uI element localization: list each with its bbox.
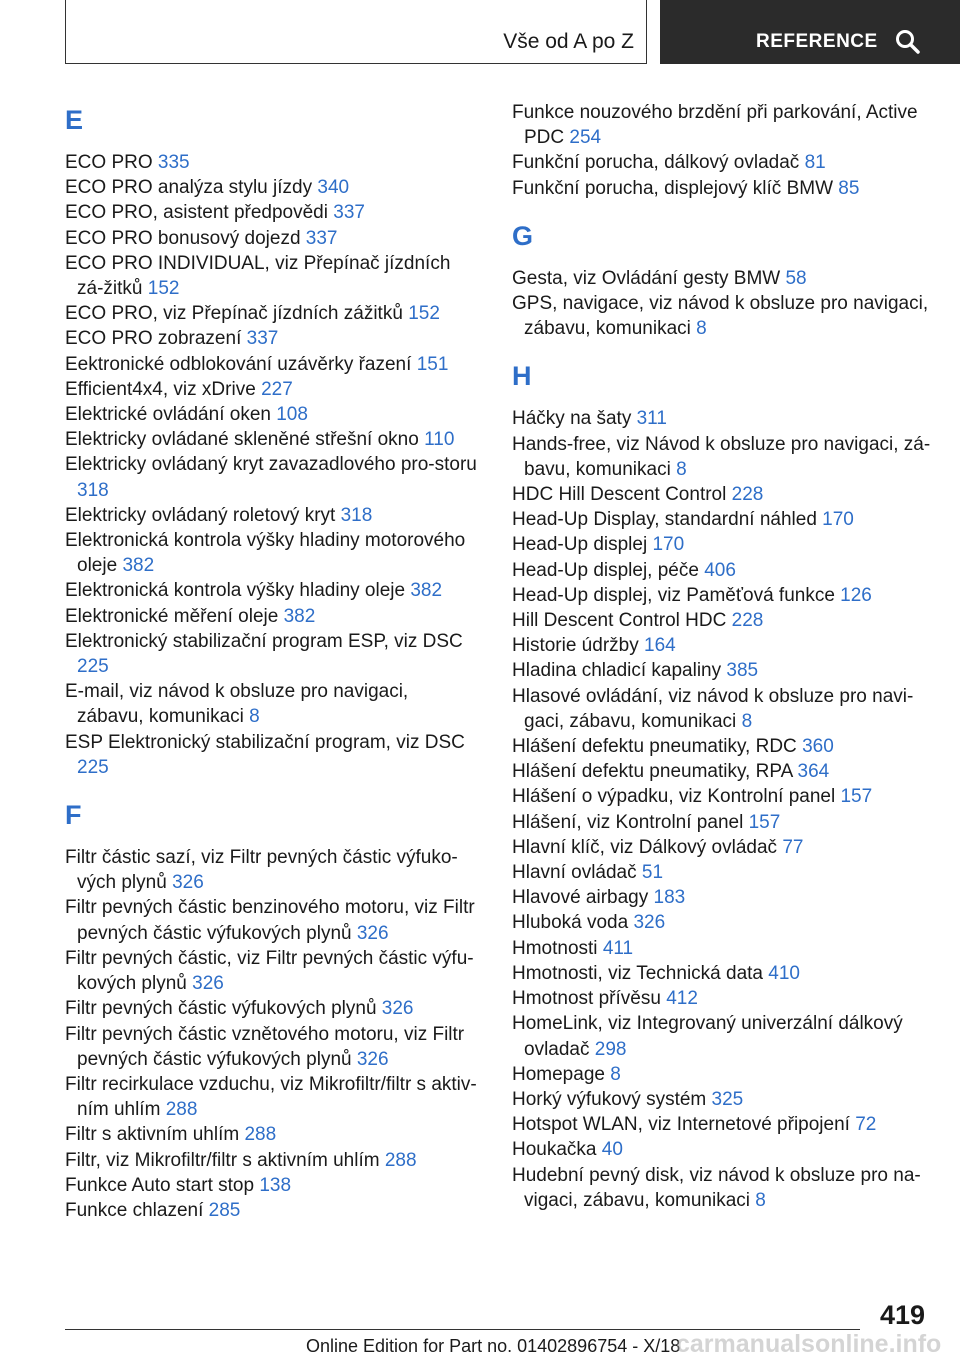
index-entry-page-link[interactable]: 326	[356, 922, 389, 944]
index-entry-page-link[interactable]: 337	[305, 227, 338, 249]
index-entry	[512, 784, 932, 809]
index-entry-page-link[interactable]: 325	[711, 1088, 744, 1110]
index-entry	[65, 1072, 477, 1122]
index-entry-page-link[interactable]: 326	[172, 872, 204, 894]
index-entry	[512, 885, 932, 910]
index-entry	[65, 730, 477, 780]
index-entry-page-link[interactable]: 228	[731, 484, 764, 506]
index-entry-page-link[interactable]: 288	[165, 1099, 198, 1121]
index-entry-page-link[interactable]: 410	[768, 962, 800, 984]
index-entry	[512, 406, 932, 431]
index-entry	[512, 532, 932, 557]
index-entry-text: Elektronická kontrola výšky hladiny oleje	[65, 580, 406, 602]
index-entry-text: Elektrické ovládání oken	[65, 404, 271, 426]
index-entry	[512, 482, 932, 507]
index-entry-page-link[interactable]: 337	[333, 202, 365, 224]
index-entry-page-link[interactable]: 8	[696, 318, 707, 340]
index-entry-page-link[interactable]: 77	[782, 836, 804, 858]
index-entry-page-link[interactable]: 170	[822, 509, 854, 531]
index-entry	[65, 377, 477, 402]
index-entry-text: ESP Elektronický stabilizační program, viz DSC	[65, 731, 465, 753]
index-entry-page-link[interactable]: 157	[840, 786, 873, 808]
index-entry-text: Head-Up Display, standardní náhled	[512, 509, 817, 531]
index-entry	[65, 226, 477, 251]
index-entry	[512, 1163, 932, 1213]
index-entry-page-link[interactable]: 225	[77, 656, 109, 678]
index-entry-text: Filtr pevných částic, viz Filtr pevných částic výfu‐kových plynů	[65, 947, 474, 995]
index-entry	[512, 759, 932, 784]
index-entry-page-link[interactable]: 337	[246, 328, 279, 350]
index-entry	[65, 200, 477, 225]
index-entry-page-link[interactable]: 8	[755, 1189, 766, 1211]
header-section-title: Vše od A po Z	[503, 30, 634, 53]
index-entry	[65, 452, 477, 502]
index-entry	[512, 986, 932, 1011]
header-reference-label: REFERENCE	[756, 31, 878, 52]
index-entry-text: Hlavové airbagy	[512, 887, 649, 909]
index-entry	[65, 996, 477, 1021]
index-entry-page-link[interactable]: 170	[652, 534, 685, 556]
index-entry	[512, 150, 932, 175]
index-entry-page-link[interactable]: 40	[601, 1139, 623, 1161]
index-entry-text: Hlášení, viz Kontrolní panel	[512, 811, 744, 833]
index-entry-text: Hlášení defektu pneumatiky, RPA	[512, 761, 793, 783]
index-entry	[512, 1112, 932, 1137]
index-entry	[512, 860, 932, 885]
index-entry-text: Filtr pevných částic benzinového motoru, viz Filtr pevných částic výfukových plynů	[65, 897, 475, 944]
index-entry-text: Filtr pevných částic vznětového motoru, viz Filtr pevných částic výfukových plynů	[65, 1023, 465, 1070]
index-entry	[65, 251, 477, 301]
page-number: 419	[880, 1300, 926, 1330]
search-icon[interactable]	[894, 28, 922, 56]
index-entry-text: Funkce nouzového brzdění při parkování, Active PDC	[512, 102, 918, 149]
index-entry	[512, 176, 932, 201]
index-entry	[512, 291, 932, 341]
index-entry	[65, 326, 477, 351]
index-entry	[65, 175, 477, 200]
index-entry-page-link[interactable]: 151	[416, 353, 449, 375]
index-column-right	[512, 100, 932, 1213]
index-entry-text: Head-Up displej, péče	[512, 559, 699, 581]
index-entry-page-link[interactable]: 8	[676, 458, 687, 480]
index-entry-page-link[interactable]: 318	[77, 479, 109, 501]
index-entry-page-link[interactable]: 382	[283, 605, 316, 627]
index-entry	[512, 432, 932, 482]
index-entry-text: Historie údržby	[512, 635, 639, 657]
index-entry-page-link[interactable]: 225	[77, 756, 109, 778]
index-entry	[65, 427, 477, 452]
index-entry-page-link[interactable]: 326	[633, 912, 666, 934]
index-entry-page-link[interactable]: 85	[838, 177, 860, 199]
index-entry-text: Hands-free, viz Návod k obsluze pro navigaci, zá‐bavu, komunikaci	[512, 433, 931, 480]
index-entry	[65, 895, 477, 945]
index-entry-text: Elektronická kontrola výšky hladiny motorového oleje	[65, 530, 466, 577]
index-entry-page-link[interactable]: 8	[741, 710, 753, 732]
index-entry-page-link[interactable]: 318	[340, 504, 373, 526]
index-entry-text: Efficient4x4, viz xDrive	[65, 378, 256, 400]
index-entry-page-link[interactable]: 411	[602, 937, 634, 959]
index-entry-page-link[interactable]: 385	[726, 660, 759, 682]
index-entry-text: Hluboká voda	[512, 912, 629, 934]
index-entry-text: Head-Up displej, viz Paměťová funkce	[512, 584, 835, 606]
index-entry	[512, 507, 932, 532]
index-entry-page-link[interactable]: 126	[840, 584, 872, 606]
index-entry-text: E-mail, viz návod k obsluze pro navigaci, zábavu, komunikaci	[65, 681, 409, 728]
index-entry-text: Hlavní ovládač	[512, 862, 637, 884]
index-entry-page-link[interactable]: 164	[644, 635, 676, 657]
index-entry-page-link[interactable]: 8	[610, 1063, 621, 1085]
index-entry-page-link[interactable]: 58	[785, 267, 807, 289]
index-entry-text: HomeLink, viz Integrovaný univerzální dálkový ovladač	[512, 1013, 903, 1060]
index-entry-text: Filtr částic sazí, viz Filtr pevných částic výfuko‐vých plynů	[65, 847, 458, 894]
index-entry-text: GPS, navigace, viz návod k obsluze pro navigaci, zábavu, komunikaci	[512, 293, 929, 340]
header-section-box	[65, 0, 647, 64]
index-entry	[65, 1198, 477, 1223]
index-entry-page-link[interactable]: 285	[208, 1199, 241, 1221]
index-entry-text: Hmotnost přívěsu	[512, 988, 661, 1010]
index-entry-text: HDC Hill Descent Control	[512, 484, 727, 506]
footer-edition: Online Edition for Part no. 01402896754 - X/18	[306, 1336, 681, 1356]
index-entry-text: ECO PRO	[65, 152, 153, 173]
index-entry	[65, 352, 477, 377]
index-entry-text: Hladina chladicí kapaliny	[512, 660, 722, 682]
index-letter-heading: G	[512, 220, 534, 251]
index-entry-text: Elektricky ovládaný roletový kryt	[65, 504, 336, 526]
index-entry-page-link[interactable]: 364	[797, 761, 830, 783]
index-entry	[512, 558, 932, 583]
index-entry-text: ECO PRO zobrazení	[65, 328, 242, 350]
index-entry	[512, 1087, 932, 1112]
index-entry-page-link[interactable]: 254	[569, 127, 602, 149]
index-entry-text: Háčky na šaty	[512, 408, 632, 430]
index-entry-text: Hotspot WLAN, viz Internetové připojení	[512, 1114, 850, 1136]
index-entry	[512, 100, 932, 150]
index-entry-page-link[interactable]: 228	[731, 610, 764, 632]
index-letter-heading: F	[65, 800, 82, 831]
index-entry-page-link[interactable]: 81	[804, 152, 826, 174]
index-letter-heading: H	[512, 361, 532, 392]
index-entry-text: ECO PRO INDIVIDUAL, viz Přepínač jízdních zá‐žitků	[65, 252, 451, 300]
index-entry	[65, 845, 477, 895]
index-entry	[65, 1148, 477, 1173]
index-entry-page-link[interactable]: 288	[384, 1149, 417, 1171]
index-entry	[512, 1011, 932, 1061]
index-entry-page-link[interactable]: 311	[636, 408, 667, 430]
index-entry-text: ECO PRO bonusový dojezd	[65, 227, 301, 249]
watermark: carmanualsonline.info	[676, 1330, 942, 1358]
index-entry-text: Hmotnosti	[512, 937, 598, 959]
index-entry	[512, 633, 932, 658]
index-entry	[65, 604, 477, 629]
index-entry-text: Filtr, viz Mikrofiltr/filtr s aktivním uhlím	[65, 1149, 380, 1171]
index-entry-text: Hlasové ovládání, viz návod k obsluze pro navi‐gaci, zábavu, komunikaci	[512, 685, 914, 732]
index-entry-text: Hlášení o výpadku, viz Kontrolní panel	[512, 786, 836, 808]
index-entry	[65, 1022, 477, 1072]
index-entry	[512, 1137, 932, 1162]
index-entry-page-link[interactable]: 227	[261, 378, 293, 400]
index-entry-text: Elektronické měření oleje	[65, 605, 279, 627]
index-entry-page-link[interactable]: 360	[802, 736, 834, 758]
index-entry-page-link[interactable]: 288	[244, 1124, 277, 1146]
index-entry-text: Head-Up displej	[512, 534, 648, 556]
index-entry-page-link[interactable]: 108	[276, 404, 308, 426]
index-entry	[512, 658, 932, 683]
index-entry-text: Hlášení defektu pneumatiky, RDC	[512, 736, 797, 758]
index-letter-heading: E	[65, 105, 84, 135]
index-entry	[65, 946, 477, 996]
index-entry-page-link[interactable]: 340	[317, 177, 350, 199]
index-entry	[65, 528, 477, 578]
index-entry-page-link[interactable]: 157	[748, 811, 781, 833]
index-entry	[512, 835, 932, 860]
index-entry-text: Horký výfukový systém	[512, 1088, 707, 1110]
index-entry-page-link[interactable]: 326	[381, 998, 414, 1020]
index-entry	[512, 734, 932, 759]
index-entry	[512, 583, 932, 608]
index-entry	[512, 608, 932, 633]
index-entry-page-link[interactable]: 110	[424, 429, 455, 451]
index-entry	[65, 679, 477, 729]
index-entry-page-link[interactable]: 382	[122, 555, 155, 577]
index-entry-text: Funkční porucha, displejový klíč BMW	[512, 177, 834, 199]
index-entry-text: Filtr pevných částic výfukových plynů	[65, 998, 377, 1020]
index-entry-text: Elektricky ovládané skleněné střešní okno	[65, 429, 419, 451]
index-entry	[65, 150, 477, 175]
index-entry	[512, 266, 932, 291]
index-entry	[512, 936, 932, 961]
index-entry	[512, 961, 932, 986]
index-entry-text: Funkce Auto start stop	[65, 1174, 255, 1196]
index-entry	[512, 684, 932, 734]
index-entry-text: Filtr recirkulace vzduchu, viz Mikrofiltr/filtr s aktiv‐ním uhlím	[65, 1073, 477, 1121]
index-entry	[512, 1062, 932, 1087]
index-entry-text: Hlavní klíč, viz Dálkový ovládač	[512, 836, 778, 858]
index-entry-text: Houkačka	[512, 1139, 597, 1161]
index-entry	[65, 629, 477, 679]
index-entry-page-link[interactable]: 183	[653, 887, 686, 909]
index-column-left	[65, 100, 477, 1223]
index-entry-page-link[interactable]: 152	[147, 278, 180, 300]
header-reference-tab[interactable]	[660, 0, 960, 64]
index-entry-text: ECO PRO analýza stylu jízdy	[65, 177, 313, 199]
index-entry-page-link[interactable]: 298	[594, 1038, 627, 1060]
index-entry-text: Hill Descent Control HDC	[512, 610, 727, 632]
index-entry-page-link[interactable]: 326	[192, 973, 224, 995]
index-entry-text: Hmotnosti, viz Technická data	[512, 962, 763, 984]
index-entry-text: Homepage	[512, 1063, 605, 1085]
index-entry	[512, 810, 932, 835]
index-entry-text: Elektronický stabilizační program ESP, viz DSC	[65, 630, 463, 652]
index-entry-text: Funkce chlazení	[65, 1199, 204, 1221]
index-entry-page-link[interactable]: 8	[249, 706, 260, 728]
index-entry-text: Elektricky ovládaný kryt zavazadlového pro‐storu	[65, 454, 477, 476]
index-entry-page-link[interactable]: 335	[157, 152, 190, 173]
index-entry-text: Hudební pevný disk, viz návod k obsluze pro na‐vigaci, zábavu, komunikaci	[512, 1164, 921, 1211]
index-entry-text: Eektronické odblokování uzávěrky řazení	[65, 353, 412, 375]
index-entry-text: Filtr s aktivním uhlím	[65, 1124, 240, 1146]
index-entry-text: Funkční porucha, dálkový ovladač	[512, 152, 800, 174]
index-entry-page-link[interactable]: 51	[641, 862, 664, 884]
index-entry-text: ECO PRO, asistent předpovědi	[65, 202, 328, 224]
index-entry-page-link[interactable]: 406	[704, 559, 736, 581]
index-entry	[65, 301, 477, 326]
index-entry	[65, 1122, 477, 1147]
index-entry	[512, 910, 932, 935]
index-entry	[65, 1173, 477, 1198]
index-entry-page-link[interactable]: 326	[356, 1048, 389, 1070]
index-entry-page-link[interactable]: 138	[259, 1174, 292, 1196]
index-entry-text: ECO PRO, viz Přepínač jízdních zážitků	[65, 303, 403, 325]
index-entry-page-link[interactable]: 412	[666, 988, 698, 1010]
index-entry-page-link[interactable]: 382	[410, 580, 443, 602]
index-entry	[65, 503, 477, 528]
index-entry-page-link[interactable]: 152	[408, 303, 440, 325]
index-entry	[65, 578, 477, 603]
index-entry	[65, 402, 477, 427]
index-entry-text: Gesta, viz Ovládání gesty BMW	[512, 267, 781, 289]
index-entry-page-link[interactable]: 72	[855, 1114, 877, 1136]
